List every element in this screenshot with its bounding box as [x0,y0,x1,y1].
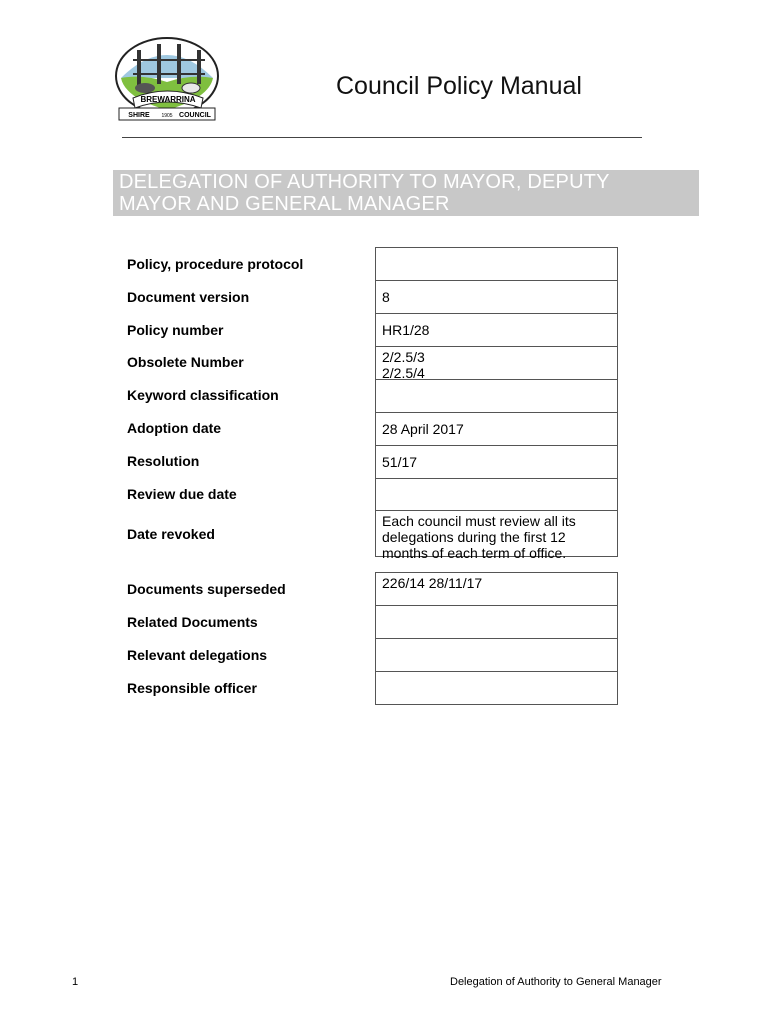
row-value-cell [375,638,618,672]
row-value: 51/17 [382,454,418,470]
manual-title: Council Policy Manual [336,72,582,100]
header-divider [122,137,642,138]
policy-title-line-2: MAYOR AND GENERAL MANAGER [119,193,450,215]
row-value-cell [375,346,618,380]
row-value: 226/14 28/11/17 [382,575,483,591]
row-value-cell [375,572,618,606]
row-value: Each council must review all its delegations during the first 12 months of each term of office. [382,513,576,561]
footer-title: Delegation of Authority to General Manager [450,976,662,988]
row-label: Resolution [127,453,200,469]
row-value-cell [375,412,618,446]
council-logo [113,36,221,122]
row-label: Related Documents [127,614,258,630]
row-value-cell [375,280,618,314]
policy-title-banner [113,170,699,216]
row-label: Policy, procedure protocol [127,256,304,272]
row-value: 8 [382,289,390,305]
row-value-cell [375,510,618,561]
row-label: Responsible officer [127,680,257,696]
row-label: Policy number [127,322,224,338]
row-value-cell [375,247,618,281]
row-value: HR1/28 [382,322,430,338]
row-label: Relevant delegations [127,647,268,663]
row-value: 2/2.5/3 2/2.5/4 [382,349,425,381]
row-label: Adoption date [127,420,222,436]
row-label: Keyword classification [127,387,279,403]
row-label: Date revoked [127,526,215,542]
row-label: Review due date [127,486,237,502]
row-value: 28 April 2017 [382,421,464,437]
logo-shire: SHIRE [128,112,150,119]
row-value-cell [375,671,618,705]
row-value-cell [375,605,618,639]
row-value-cell [375,379,618,413]
row-label: Document version [127,289,250,305]
row-value-cell [375,313,618,347]
row-value-cell [375,478,618,511]
policy-title-line-1: DELEGATION OF AUTHORITY TO MAYOR, DEPUTY [119,171,610,193]
page-number: 1 [72,976,79,988]
logo-name: BREWARRINA [140,95,196,104]
logo-council: COUNCIL [179,112,211,119]
row-label: Documents superseded [127,581,286,597]
row-value-cell [375,445,618,479]
row-label: Obsolete Number [127,354,244,370]
logo-year: 1905 [161,113,173,119]
